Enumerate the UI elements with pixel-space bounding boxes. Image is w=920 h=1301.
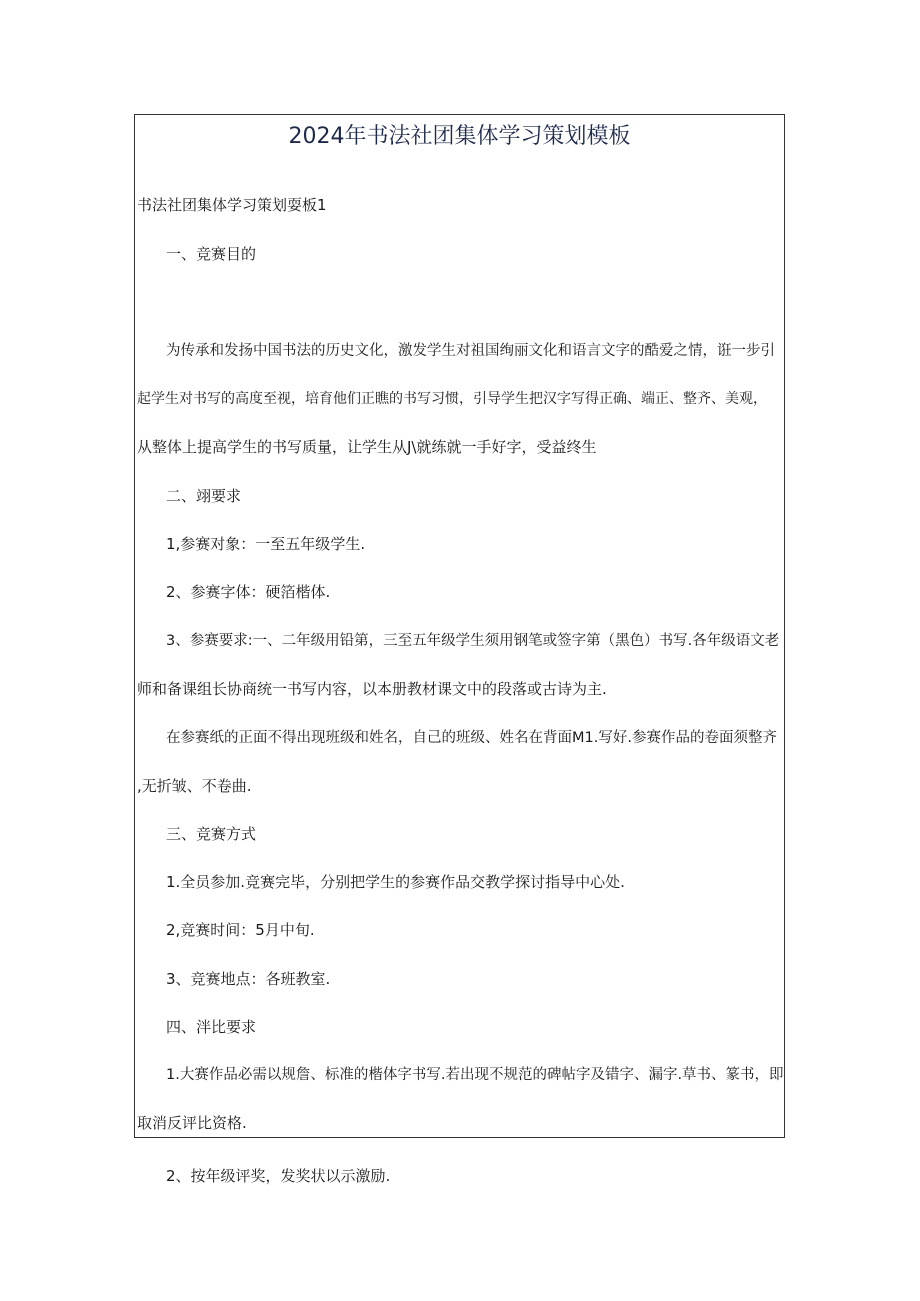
evaluation-item-2: 2、按年级评奖，发奖状以示激励. <box>166 1167 391 1185</box>
requirement-item-3-line-1: 3、参赛要求:一、二年级用铅第，三至五年级学生须用钢笔或签字第（黑色）书写.各年级语文老 <box>166 633 780 649</box>
section-heading-evaluation: 四、泮比要求 <box>166 1018 257 1036</box>
template-heading: 书法社团集体学习策划耍板1 <box>137 196 327 214</box>
requirement-note-line-1: 在参赛纸的正面不得出现班级和姓名，自己的班级、姓名在背面M1.写好.参赛作品的卷面须整齐 <box>166 730 777 746</box>
document-title: 2024年书法社团集体学习策划模板 <box>288 124 631 149</box>
requirement-item-3-line-2: 师和备课组长协商统一书写内容，以本册教材课文中的段落或古诗为主. <box>137 680 607 698</box>
evaluation-item-1-line-1: 1.大赛作品必需以规詹、标准的楷体字书写.若出现不规范的碑帖字及错字、漏字.草书、篆书，即 <box>166 1067 784 1083</box>
paragraph-purpose-line-1: 为传承和发扬中国书法的历史文化，激发学生对祖国绚丽文化和语言文字的酷爱之情，诳一步引 <box>166 343 775 359</box>
paragraph-purpose-line-3: 从整体上提高学生的书写质量，让学生从J\就练就一手好字，受益终生 <box>137 438 597 456</box>
requirement-item-2: 2、参赛字体：硬箔楷体. <box>166 583 331 601</box>
evaluation-item-1-line-2: 取消反评比资格. <box>137 1114 247 1132</box>
section-heading-requirements: 二、翊要求 <box>166 487 242 505</box>
paragraph-purpose-line-2: 起学生对书写的高度至视，培育他们正瞧的书写习惯，引导学生把汉字写得正确、端正、整齐、美观， <box>137 391 767 407</box>
section-heading-method: 三、竞赛方式 <box>166 825 257 843</box>
method-item-2: 2,竞赛时间：5月中旬. <box>166 921 315 939</box>
method-item-3: 3、竞赛地点：各班教室. <box>166 970 331 988</box>
method-item-1: 1.全员参加.竞赛完毕，分别把学生的参赛作品交教学探讨指导中心处. <box>166 873 625 891</box>
requirement-note-line-2: ,无折皱、不卷曲. <box>137 777 252 795</box>
requirement-item-1: 1,参赛对象：一至五年级学生. <box>166 535 366 553</box>
section-heading-purpose: 一、竞赛目的 <box>166 245 257 263</box>
